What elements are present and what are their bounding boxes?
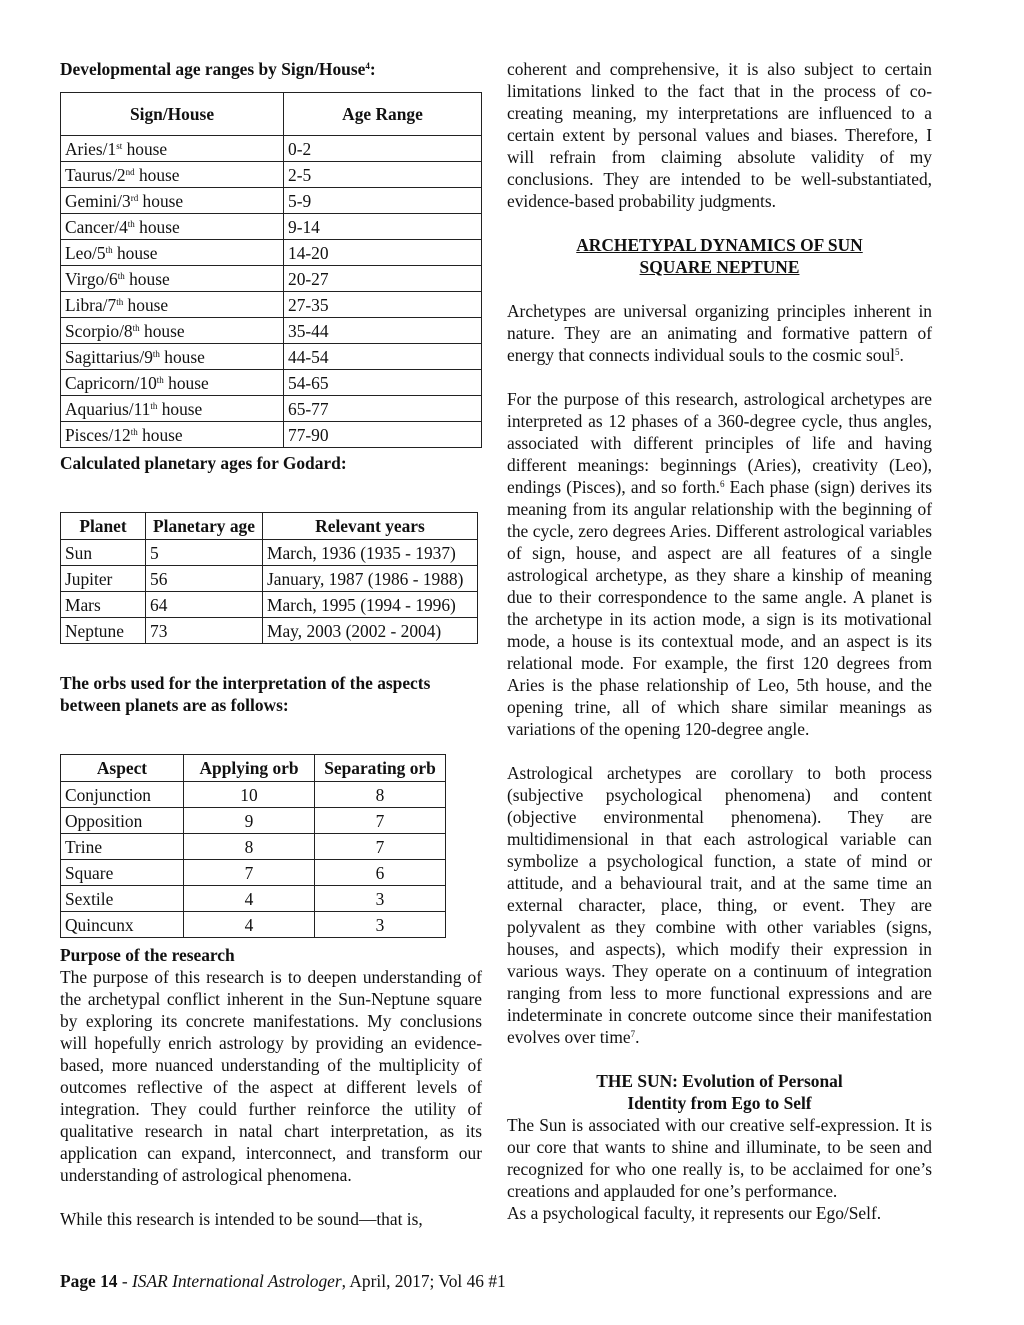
table-header: Aspect <box>61 755 184 782</box>
table-header: Applying orb <box>184 755 315 782</box>
ego-paragraph: As a psychological faculty, it represents our Ego/Self. <box>507 1203 882 1223</box>
table-row <box>61 396 482 422</box>
age-range-cell: 65-77 <box>284 396 482 422</box>
sign-label: Scorpio/8 <box>65 320 133 341</box>
table-row <box>61 912 446 938</box>
ordinal-suffix: th <box>116 296 124 307</box>
planet-cell: Mars <box>61 592 146 618</box>
page-footer: Page 14 - ISAR International Astrologer, April, 2017; Vol 46 #1 <box>60 1271 506 1291</box>
age-range-cell: 9-14 <box>284 214 482 240</box>
table-header: Relevant years <box>263 513 478 540</box>
ordinal-suffix: rd <box>130 192 139 203</box>
sign-label: Taurus/2 <box>65 164 126 185</box>
ordinal-suffix: th <box>117 270 125 281</box>
house-label: house <box>138 190 184 211</box>
table-row <box>61 566 478 592</box>
aspect-cell: Conjunction <box>61 782 184 808</box>
table-row <box>61 886 446 912</box>
separating-orb-cell: 6 <box>315 860 446 886</box>
left-column <box>60 58 482 1230</box>
table-row <box>61 136 482 162</box>
planet-cell: Neptune <box>61 618 146 644</box>
sign-house-cell <box>61 344 284 370</box>
planet-cell: Sun <box>61 540 146 566</box>
sign-label: Cancer/4 <box>65 216 128 237</box>
separating-orb-cell: 7 <box>315 808 446 834</box>
separating-orb-cell: 3 <box>315 886 446 912</box>
table-header: Sign/House <box>61 93 284 136</box>
table-row <box>61 214 482 240</box>
planetary-age-cell: 5 <box>146 540 263 566</box>
ordinal-suffix: th <box>150 400 158 411</box>
sign-house-cell <box>61 188 284 214</box>
house-label: house <box>123 294 169 315</box>
age-range-cell: 35-44 <box>284 318 482 344</box>
table-row <box>61 188 482 214</box>
table-row <box>61 592 478 618</box>
ordinal-suffix: th <box>105 244 113 255</box>
sign-label: Sagittarius/9 <box>65 346 153 367</box>
sun-paragraph: The Sun is associated with our creative self-expression. It is our core that wants to shine and illuminate, to be seen and recognized for who one really is, to be acclaimed for one’s creations and applauded for one’s performance. <box>507 1115 932 1201</box>
aspect-cell: Trine <box>61 834 184 860</box>
age-range-cell: 54-65 <box>284 370 482 396</box>
right-column <box>507 58 932 1224</box>
ordinal-suffix: nd <box>125 166 135 177</box>
ordinal-suffix: th <box>127 218 135 229</box>
relevant-years-cell: January, 1987 (1986 - 1988) <box>263 566 478 592</box>
relevant-years-cell: March, 1936 (1935 - 1937) <box>263 540 478 566</box>
table-header: Planetary age <box>146 513 263 540</box>
age-range-cell: 0-2 <box>284 136 482 162</box>
page-number: 14 <box>100 1271 118 1291</box>
separating-orb-cell: 8 <box>315 782 446 808</box>
orb-table <box>60 754 446 938</box>
relevant-years-cell: May, 2003 (2002 - 2004) <box>263 618 478 644</box>
age-ranges-caption: Developmental age ranges by Sign/House$^4$: <box>60 59 376 79</box>
ordinal-suffix: th <box>132 322 140 333</box>
age-range-cell: 2-5 <box>284 162 482 188</box>
applying-orb-cell: 4 <box>184 886 315 912</box>
table-row <box>61 292 482 318</box>
section-heading-sun: THE SUN: Evolution of Personal Identity from Ego to Self <box>596 1071 843 1113</box>
house-label: house <box>159 346 205 367</box>
house-label: house <box>134 216 180 237</box>
table-row <box>61 782 446 808</box>
sign-label: Libra/7 <box>65 294 117 315</box>
table-row <box>61 344 482 370</box>
planetary-age-cell: 64 <box>146 592 263 618</box>
table-row <box>61 618 478 644</box>
planetary-ages-caption: Calculated planetary ages for Godard: <box>60 453 347 473</box>
table-row <box>61 808 446 834</box>
relevant-years-cell: March, 1995 (1994 - 1996) <box>263 592 478 618</box>
house-label: house <box>122 138 168 159</box>
applying-orb-cell: 8 <box>184 834 315 860</box>
sign-house-cell <box>61 292 284 318</box>
ordinal-suffix: th <box>130 426 138 437</box>
house-label: house <box>134 164 180 185</box>
sign-house-cell <box>61 422 284 448</box>
applying-orb-cell: 10 <box>184 782 315 808</box>
age-range-cell: 14-20 <box>284 240 482 266</box>
table-row <box>61 318 482 344</box>
sign-house-cell <box>61 240 284 266</box>
sign-house-cell <box>61 370 284 396</box>
sign-label: Gemini/3 <box>65 190 131 211</box>
house-label: house <box>157 398 203 419</box>
age-range-cell: 20-27 <box>284 266 482 292</box>
sign-house-cell <box>61 162 284 188</box>
planetary-age-cell: 56 <box>146 566 263 592</box>
aspect-cell: Sextile <box>61 886 184 912</box>
house-label: house <box>124 268 170 289</box>
table-row <box>61 162 482 188</box>
section-heading-archetypal: ARCHETYPAL DYNAMICS OF SUN SQUARE NEPTUNE <box>576 235 863 277</box>
applying-orb-cell: 7 <box>184 860 315 886</box>
sign-house-cell <box>61 266 284 292</box>
house-label: house <box>112 242 158 263</box>
planetary-age-table <box>60 512 478 644</box>
planet-cell: Jupiter <box>61 566 146 592</box>
table-row <box>61 834 446 860</box>
separating-orb-cell: 7 <box>315 834 446 860</box>
sign-label: Aquarius/11 <box>65 398 151 419</box>
soundness-paragraph: While this research is intended to be sound—that is, <box>60 1209 423 1229</box>
age-range-cell: 44-54 <box>284 344 482 370</box>
aspect-cell: Quincunx <box>61 912 184 938</box>
ordinal-suffix: st <box>116 140 123 151</box>
archetypes-paragraph: Archetypes are universal organizing principles inherent in nature. They are an animating and formative pattern of energy that connects individual souls to the cosmic soul$^5$. <box>507 301 932 365</box>
sign-house-cell <box>61 318 284 344</box>
purpose-paragraph: The purpose of this research is to deepen understanding of the archetypal conflict inherent in the Sun-Neptune square by exploring its concrete manifestations. My conclusions will hopefully enrich astrology by providing an evidence-based, more nuanced understanding of the multiplicity of outcomes reflective of the aspect at different levels of integration. They could further reinforce the utility of qualitative research in natal chart interpretation, as its application can expand, interconnect, and transform our understanding of astrological phenomena. <box>60 967 482 1185</box>
intro-paragraph: coherent and comprehensive, it is also subject to certain limitations linked to the fact that in the process of co-creating meaning, my interpretations are influenced to a certain extent by personal values and biases. Therefore, I will refrain from claiming absolute validity of my conclusions. They are intended to be well-substantiated, evidence-based probability judgments. <box>507 59 932 211</box>
sign-house-cell <box>61 396 284 422</box>
corollary-paragraph: Astrological archetypes are corollary to both process (subjective psychological phenomena) and content (objective environmental phenomena). They are multidimensional in that each astrological variable can symbolize a psychological function, a state of mind or attitude, and a behavioural trait, and at the same time an external character, place, thing, or event. They are polyvalent as they combine with other variables (signs, houses, and aspects), which modify their expression in various ways. They operate on a continuum of integration ranging from less to more functional expressions and are indeterminate in concrete outcome since their manifestation evolves over time$^7$. <box>507 763 932 1047</box>
table-row <box>61 240 482 266</box>
table-row <box>61 860 446 886</box>
sign-label: Virgo/6 <box>65 268 118 289</box>
house-label: house <box>137 424 183 445</box>
purpose-heading: Purpose of the research <box>60 945 235 965</box>
ordinal-suffix: th <box>156 374 164 385</box>
table-header: Planet <box>61 513 146 540</box>
separating-orb-cell: 3 <box>315 912 446 938</box>
sign-house-cell <box>61 214 284 240</box>
applying-orb-cell: 4 <box>184 912 315 938</box>
orbs-caption: The orbs used for the interpretation of the aspects between planets are as follows: <box>60 673 431 715</box>
table-row <box>61 266 482 292</box>
planetary-age-cell: 73 <box>146 618 263 644</box>
age-range-cell: 77-90 <box>284 422 482 448</box>
sign-label: Capricorn/10 <box>65 372 157 393</box>
sign-label: Aries/1 <box>65 138 117 159</box>
phases-paragraph: For the purpose of this research, astrological archetypes are interpreted as 12 phases of a 360-degree cycle, thus angles, associated with different principles of life and having different meanings: beginnings (Aries), creativity (Leo), endings (Pisces), and so forth.$^6$ Each phase (sign) derives its meaning from its angular relationship with the beginning of the cycle, zero degrees Aries. Different astrological variables of sign, house, and aspect are all features of a single astrological archetype, as they share a kinship of meaning due to their correspondence to the same angle. A planet is the archetype in its action mode, a sign is its motivational mode, a house is its contextual mode, and an aspect is its relational mode. For example, the first 120 degrees from Aries is the phase relationship of Leo, 5th house, and the opening trine, all of which share similar meanings as variations of the opening 120-degree angle. <box>507 389 932 739</box>
sign-label: Pisces/12 <box>65 424 131 445</box>
publication-title: ISAR International Astrologer <box>131 1271 342 1291</box>
applying-orb-cell: 9 <box>184 808 315 834</box>
house-label: house <box>163 372 209 393</box>
table-header: Age Range <box>284 93 482 136</box>
age-range-cell: 27-35 <box>284 292 482 318</box>
sign-house-cell <box>61 136 284 162</box>
aspect-cell: Square <box>61 860 184 886</box>
table-header: Separating orb <box>315 755 446 782</box>
house-label: house <box>139 320 185 341</box>
table-row <box>61 370 482 396</box>
age-range-cell: 5-9 <box>284 188 482 214</box>
table-row <box>61 422 482 448</box>
aspect-cell: Opposition <box>61 808 184 834</box>
age-range-table <box>60 92 482 448</box>
sign-label: Leo/5 <box>65 242 106 263</box>
table-row <box>61 540 478 566</box>
ordinal-suffix: th <box>152 348 160 359</box>
